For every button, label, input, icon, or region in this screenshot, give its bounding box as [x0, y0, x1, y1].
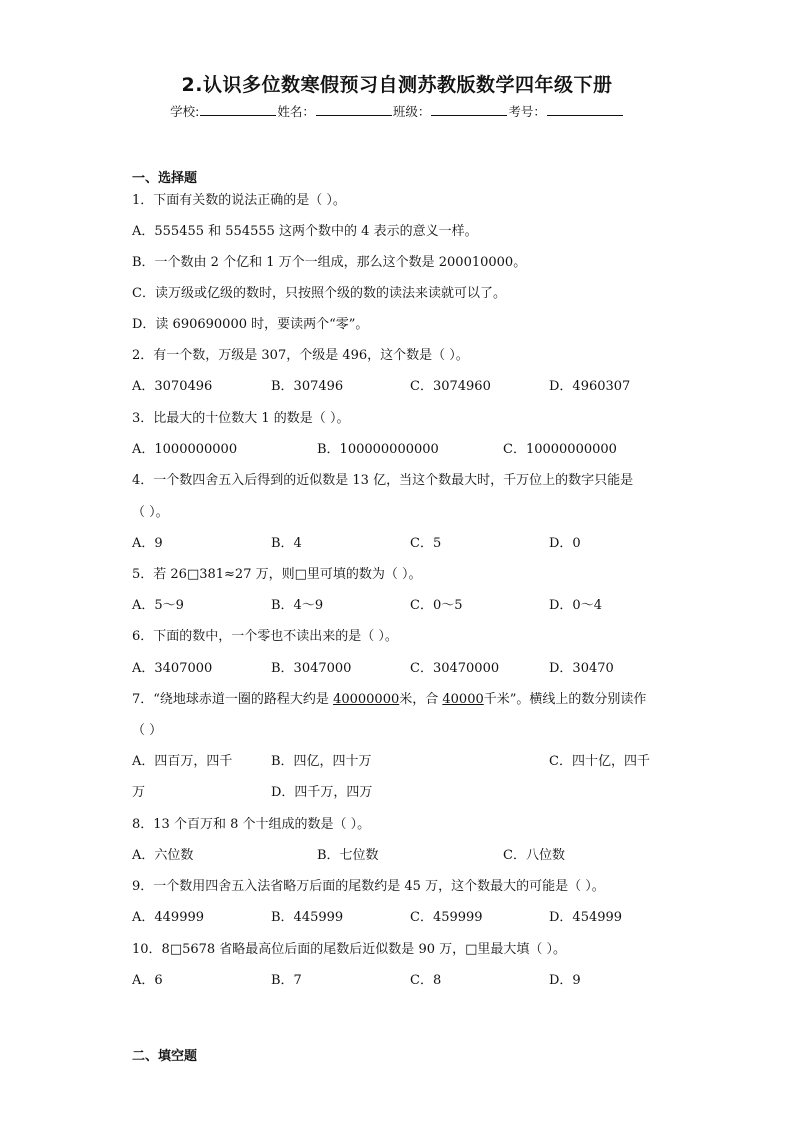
- q4-stem: 4．一个数四舍五入后得到的近似数是 13 亿，当这个数最大时，千万位上的数字只能是: [132, 473, 634, 488]
- q10-option-d: D．9: [549, 973, 581, 988]
- q9-stem: 9．一个数用四舍五入法省略万后面的尾数约是 45 万，这个数最大的可能是（ ）。: [132, 879, 605, 894]
- q9-option-b: B．445999: [271, 910, 344, 925]
- exam-number-label: 考号：: [508, 104, 546, 119]
- q1-option-b: B．一个数由 2 个亿和 1 万个一组成，那么这个数是 200010000。: [132, 255, 527, 270]
- q10-option-c: C．8: [410, 973, 442, 988]
- q9-option-a: A．449999: [132, 910, 205, 925]
- q7-stem-pre: 7．“绕地球赤道一圈的路程大约是: [132, 692, 334, 707]
- class-label: 班级：: [392, 104, 431, 119]
- section-fill-title: 二、填空题: [132, 1049, 198, 1064]
- q8-option-a: A．六位数: [132, 848, 194, 863]
- q7-underlined-number-1: 40000000: [333, 692, 400, 707]
- school-blank: [200, 103, 276, 116]
- q5-stem: 5．若 26□381≈27 万，则□里可填的数为（ ）。: [132, 567, 422, 582]
- q6-option-d: D．30470: [549, 661, 614, 676]
- student-info-line: [0, 102, 794, 120]
- q6-stem: 6．下面的数中，一个零也不读出来的是（ ）。: [132, 629, 398, 644]
- section-choice-title: 一、选择题: [132, 171, 198, 186]
- q7-option-a-cont: 万: [132, 785, 146, 800]
- q7-stem-post: 千米”。横线上的数分别读作: [483, 692, 647, 707]
- q4-stem-cont: （ ）。: [132, 505, 169, 520]
- q6-option-c: C．30470000: [410, 661, 500, 676]
- q3-option-c: C．10000000000: [503, 442, 617, 457]
- q1-stem: 1．下面有关数的说法正确的是（ ）。: [132, 193, 346, 208]
- school-label: 学校:: [170, 104, 200, 119]
- q9-option-d: D．454999: [549, 910, 623, 925]
- name-label: 姓名：: [277, 104, 315, 119]
- q1-option-c: C．读万级或亿级的数时，只按照个级的数的读法来读就可以了。: [132, 286, 506, 301]
- q7-stem-mid: 米，合: [399, 692, 443, 707]
- q3-option-a: A．1000000000: [132, 442, 238, 457]
- q3-option-b: B．100000000000: [317, 442, 439, 457]
- q7-option-a: A．四百万，四千: [132, 754, 233, 769]
- q5-option-d: D．0～4: [549, 598, 602, 613]
- q8-option-c: C．八位数: [503, 848, 565, 863]
- q9-option-c: C．459999: [410, 910, 483, 925]
- q7-option-b: B．四亿，四十万: [271, 754, 372, 769]
- q5-option-b: B．4～9: [271, 598, 324, 613]
- q8-stem: 8．13 个百万和 8 个十组成的数是（ ）。: [132, 817, 371, 832]
- q2-option-a: A．3070496: [132, 379, 213, 394]
- q6-option-b: B．3047000: [271, 661, 352, 676]
- q7-stem: [132, 691, 646, 709]
- name-blank: [316, 103, 392, 116]
- q4-option-c: C．5: [410, 536, 442, 551]
- q2-option-d: D．4960307: [549, 379, 631, 394]
- q5-option-c: C．0～5: [410, 598, 463, 613]
- q7-option-c: C．四十亿，四千: [549, 754, 650, 769]
- q6-option-a: A．3407000: [132, 661, 213, 676]
- q10-stem: 10．8□5678 省略最高位后面的尾数后近似数是 90 万，□里最大填（ ）。: [132, 942, 567, 957]
- q2-option-c: C．3074960: [410, 379, 491, 394]
- q1-option-d: D．读 690690000 时，要读两个“零”。: [132, 317, 369, 332]
- q3-stem: 3．比最大的十位数大 1 的数是（ ）。: [132, 411, 350, 426]
- q4-option-b: B．4: [271, 536, 302, 551]
- q5-option-a: A．5～9: [132, 598, 184, 613]
- q7-option-d: D．四千万，四万: [271, 785, 373, 800]
- q4-option-a: A．9: [132, 536, 163, 551]
- q2-stem: 2．有一个数，万级是 307，个级是 496，这个数是（ ）。: [132, 348, 469, 363]
- page-title: 2.认识多位数寒假预习自测苏教版数学四年级下册: [181, 74, 613, 96]
- q1-option-a: A．555455 和 554555 这两个数中的 4 表示的意义一样。: [132, 224, 478, 239]
- class-blank: [431, 103, 507, 116]
- q7-stem-cont: （ ）: [132, 723, 163, 738]
- q7-underlined-number-2: 40000: [442, 692, 484, 707]
- q8-option-b: B．七位数: [317, 848, 379, 863]
- q4-option-d: D．0: [549, 536, 581, 551]
- q10-option-a: A．6: [132, 973, 163, 988]
- q2-option-b: B．307496: [271, 379, 344, 394]
- exam-number-blank: [547, 103, 623, 116]
- q10-option-b: B．7: [271, 973, 302, 988]
